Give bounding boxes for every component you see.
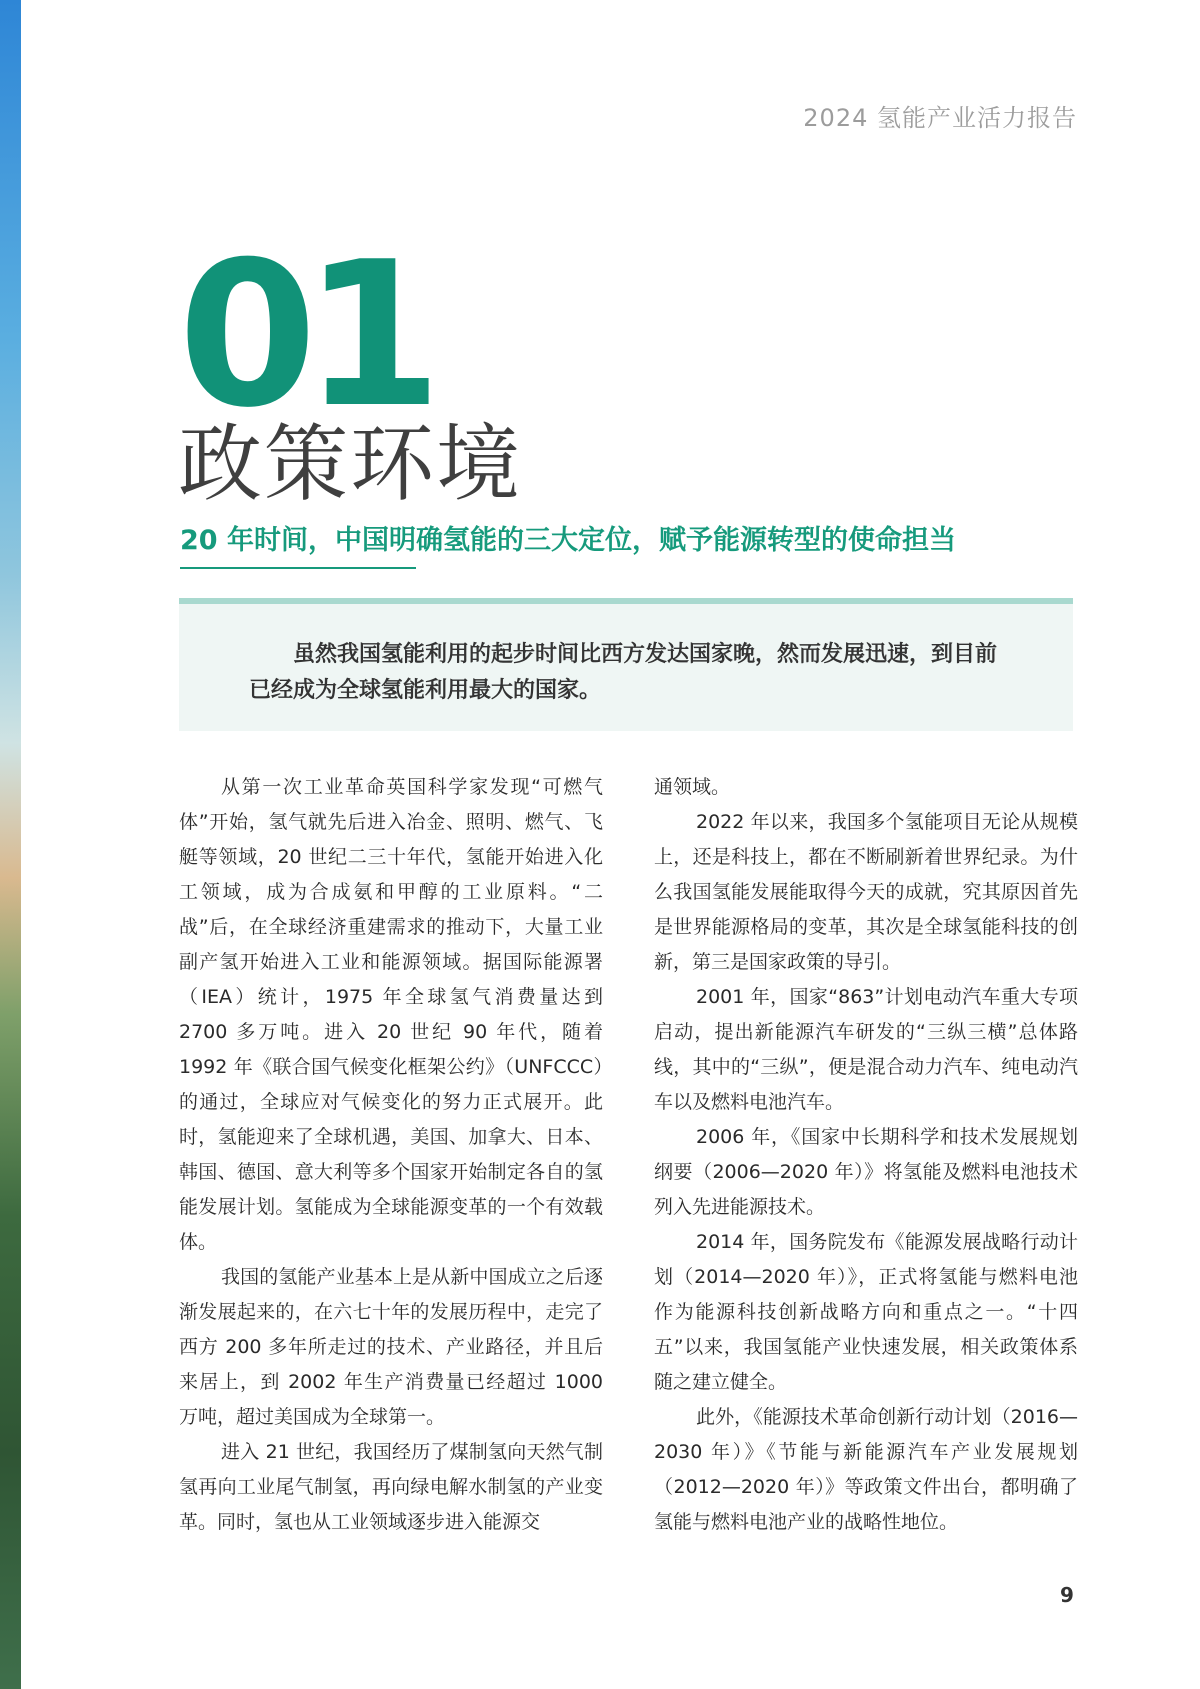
page-number: 9 <box>1060 1583 1074 1607</box>
body-paragraph-continued: 通领域。 <box>654 776 731 798</box>
body-paragraph: 我国的氢能产业基本上是从新中国成立之后逐渐发展起来的，在六七十年的发展历程中，走完了西方 200 多年所走过的技术、产业路径，并且后来居上，到 2002 年生产消费量已经超过 1000 万吨，超过美国成为全球第一。 <box>179 1266 603 1428</box>
subtitle-underline <box>180 567 416 569</box>
body-paragraph: 此外，《能源技术革命创新行动计划（2016—2030 年）》《节能与新能源汽车产业发展规划（2012—2020 年）》等政策文件出台，都明确了氢能与燃料电池产业的战略性地位。 <box>654 1406 1078 1533</box>
chapter-title: 政策环境 <box>178 415 523 513</box>
chapter-number: 01 <box>178 219 429 452</box>
report-header-title: 2024 氢能产业活力报告 <box>803 104 1077 132</box>
body-paragraph: 进入 21 世纪，我国经历了煤制氢向天然气制氢再向工业尾气制氢，再向绿电解水制氢的产业变革。同时，氢也从工业领域逐步进入能源交 <box>179 1441 603 1533</box>
callout-text: 虽然我国氢能利用的起步时间比西方发达国家晚，然而发展迅速，到目前已经成为全球氢能利用最大的国家。 <box>249 642 998 703</box>
body-paragraph: 从第一次工业革命英国科学家发现“可燃气体”开始，氢气就先后进入冶金、照明、燃气、飞艇等领域，20 世纪二三十年代，氢能开始进入化工领域，成为合成氨和甲醇的工业原料。“二战”后，在全球经济重建需求的推动下，大量工业副产氢开始进入工业和能源领域。据国际能源署（IEA）统计，1975 年全球氢气消费量达到 2700 多万吨。进入 20 世纪 90 年代，随着 1992 年《联合国气候变化框架公约》（UNFCCC）的通过，全球应对气候变化的努力正式展开。此时，氢能迎来了全球机遇，美国、加拿大、日本、韩国、德国、意大利等多个国家开始制定各自的氢能发展计划。氢能成为全球能源变革的一个有效载体。 <box>179 776 603 1253</box>
body-paragraph: 2001 年，国家“863”计划电动汽车重大专项启动，提出新能源汽车研发的“三纵三横”总体路线，其中的“三纵”，便是混合动力汽车、纯电动汽车以及燃料电池汽车。 <box>654 986 1078 1113</box>
summary-callout-box <box>179 598 1073 731</box>
body-paragraph: 2022 年以来，我国多个氢能项目无论从规模上，还是科技上，都在不断刷新着世界纪录。为什么我国氢能发展能取得今天的成就，究其原因首先是世界能源格局的变革，其次是全球氢能科技的创新，第三是国家政策的导引。 <box>654 811 1078 973</box>
body-paragraph: 2014 年，国务院发布《能源发展战略行动计划（2014—2020 年）》，正式将氢能与燃料电池作为能源科技创新战略方向和重点之一。“十四五”以来，我国氢能产业快速发展，相关政策体系随之建立健全。 <box>654 1231 1078 1393</box>
body-column-right <box>654 770 1078 1540</box>
side-landscape-strip <box>0 0 21 1689</box>
body-column-left <box>179 770 603 1540</box>
body-paragraph: 2006 年，《国家中长期科学和技术发展规划纲要（2006—2020 年）》将氢能及燃料电池技术列入先进能源技术。 <box>654 1126 1078 1218</box>
chapter-subtitle: 20 年时间，中国明确氢能的三大定位，赋予能源转型的使命担当 <box>180 525 956 556</box>
